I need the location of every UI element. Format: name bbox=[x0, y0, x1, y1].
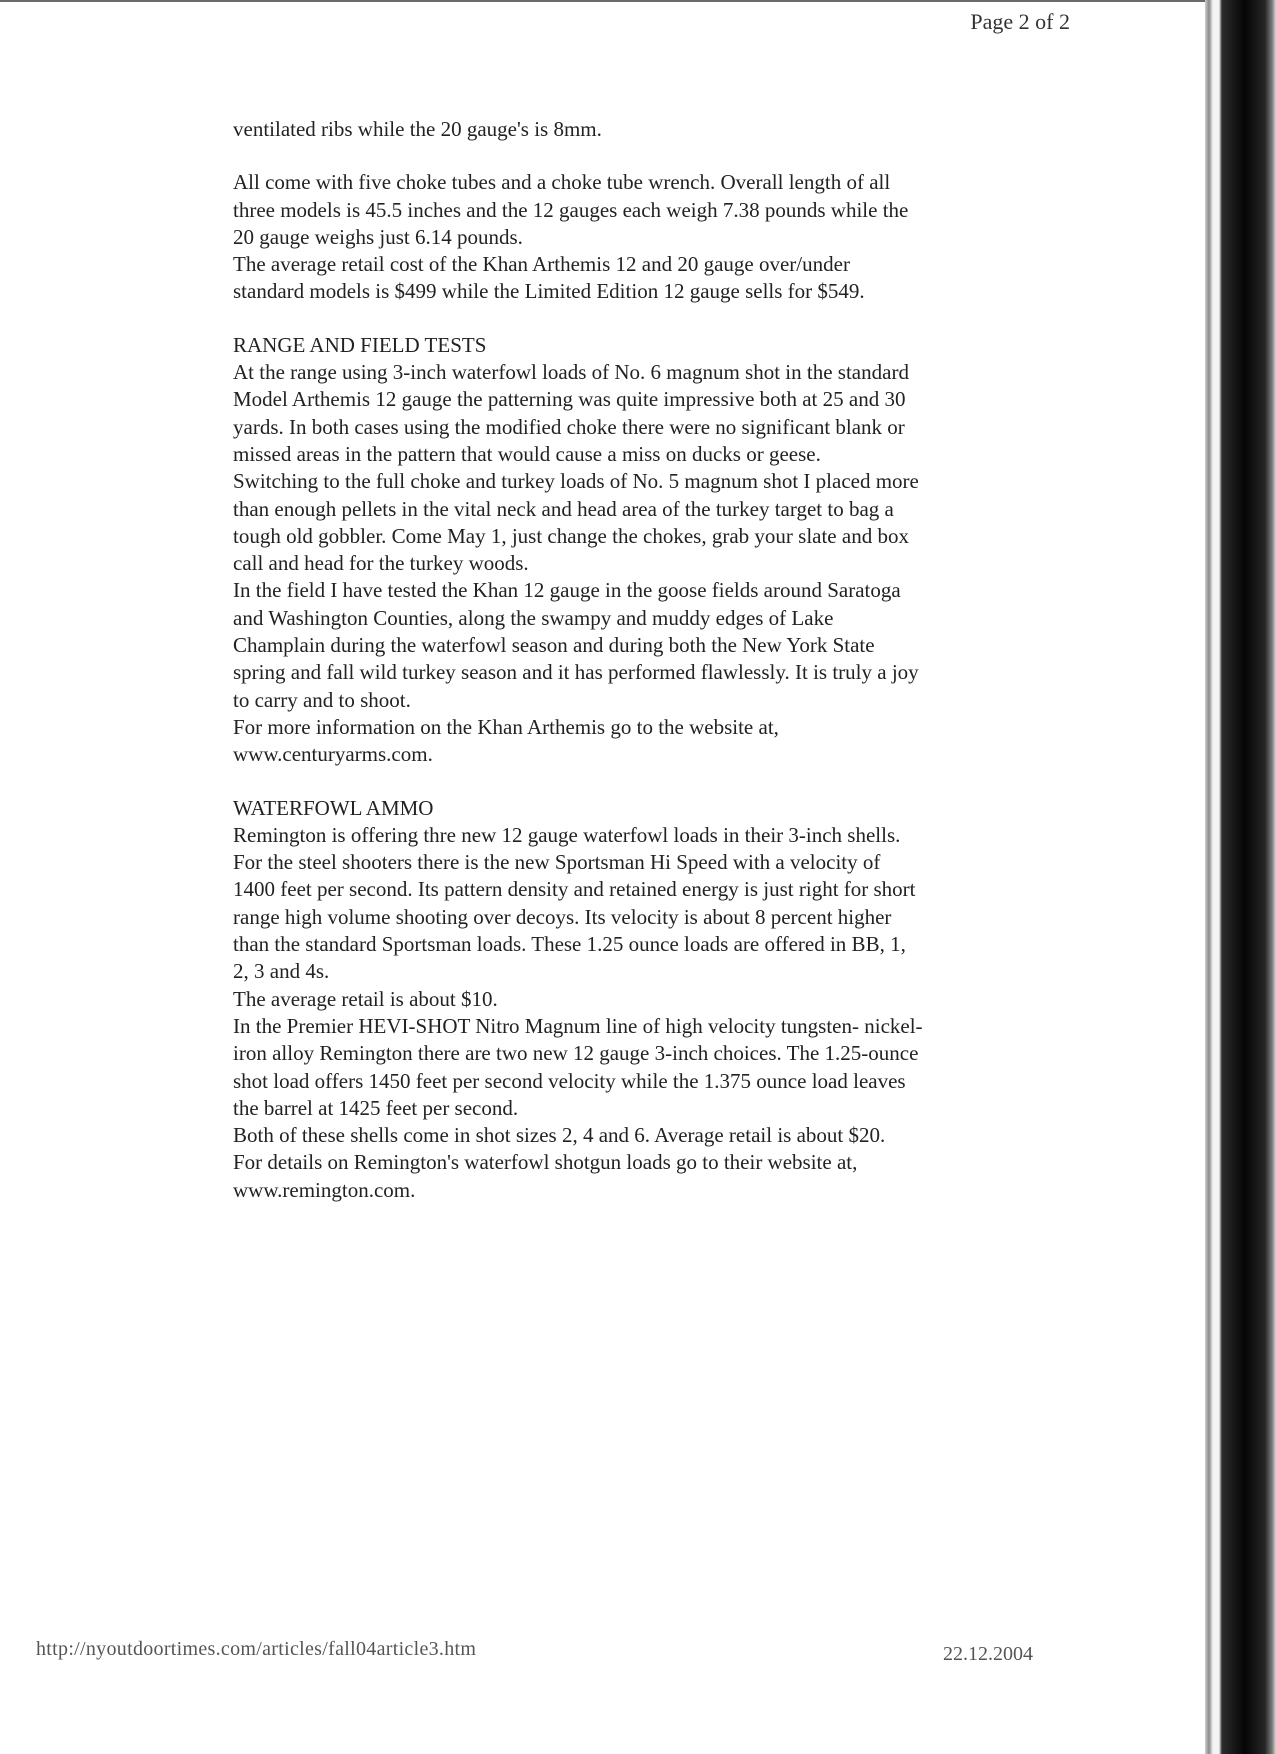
page-top-edge bbox=[0, 0, 1205, 2]
text-line: Remington is offering thre new 12 gauge waterfowl loads in their 3-inch shells. bbox=[233, 822, 901, 847]
text-line: At the range using 3-inch waterfowl loads of No. 6 magnum shot in the standard bbox=[233, 360, 909, 385]
text-line: spring and fall wild turkey season and it has performed flawlessly. It is truly a joy bbox=[233, 660, 919, 685]
scanner-binding-edge bbox=[1205, 0, 1276, 1754]
text-line: For the steel shooters there is the new Sportsman Hi Speed with a velocity of bbox=[233, 850, 881, 875]
text-line: tough old gobbler. Come May 1, just change the chokes, grab your slate and box bbox=[233, 523, 909, 548]
print-date: 22.12.2004 bbox=[943, 1643, 1033, 1665]
text-line: Model Arthemis 12 gauge the patterning was quite impressive both at 25 and 30 bbox=[233, 387, 906, 412]
text-line: ventilated ribs while the 20 gauge's is 8mm. bbox=[233, 117, 602, 141]
text-line: missed areas in the pattern that would cause a miss on ducks or geese. bbox=[233, 441, 821, 466]
paragraph-block bbox=[233, 169, 1063, 305]
text-line: three models is 45.5 inches and the 12 gauges each weigh 7.38 pounds while the bbox=[233, 197, 909, 222]
text-line: 1400 feet per second. Its pattern density and retained energy is just right for short bbox=[233, 877, 916, 902]
text-line: WATERFOWL AMMO bbox=[233, 795, 434, 820]
source-url: http://nyoutdoortimes.com/articles/fall04article3.htm bbox=[36, 1638, 477, 1660]
paragraph-gap bbox=[233, 306, 1063, 332]
text-line: The average retail is about $10. bbox=[233, 986, 498, 1011]
paragraph-block bbox=[233, 116, 1063, 143]
article-body bbox=[233, 116, 1063, 1204]
text-line: For details on Remington's waterfowl shotgun loads go to their website at, bbox=[233, 1150, 858, 1175]
text-line: iron alloy Remington there are two new 12 gauge 3-inch choices. The 1.25-ounce bbox=[233, 1041, 919, 1066]
text-line: range high volume shooting over decoys. Its velocity is about 8 percent higher bbox=[233, 904, 892, 929]
text-line: RANGE AND FIELD TESTS bbox=[233, 332, 487, 357]
paragraph-block bbox=[233, 332, 1063, 769]
text-line: The average retail cost of the Khan Arthemis 12 and 20 gauge over/under bbox=[233, 252, 850, 277]
text-line: standard models is $499 while the Limited Edition 12 gauge sells for $549. bbox=[233, 279, 865, 304]
text-line: www.remington.com. bbox=[233, 1177, 416, 1202]
text-line: www.centuryarms.com. bbox=[233, 742, 433, 767]
text-line: All come with five choke tubes and a choke tube wrench. Overall length of all bbox=[233, 170, 891, 195]
text-line: In the Premier HEVI-SHOT Nitro Magnum line of high velocity tungsten- nickel- bbox=[233, 1013, 923, 1038]
text-line: Both of these shells come in shot sizes 2, 4 and 6. Average retail is about $20. bbox=[233, 1123, 886, 1148]
text-line: In the field I have tested the Khan 12 gauge in the goose fields around Saratoga bbox=[233, 578, 901, 603]
text-line: than enough pellets in the vital neck and head area of the turkey target to bag a bbox=[233, 496, 894, 521]
text-line: Switching to the full choke and turkey loads of No. 5 magnum shot I placed more bbox=[233, 469, 919, 494]
text-line: call and head for the turkey woods. bbox=[233, 551, 529, 576]
text-line: to carry and to shoot. bbox=[233, 687, 411, 712]
paragraph-gap bbox=[233, 769, 1063, 795]
text-line: shot load offers 1450 feet per second velocity while the 1.375 ounce load leaves bbox=[233, 1068, 906, 1093]
text-line: yards. In both cases using the modified choke there were no significant blank or bbox=[233, 414, 905, 439]
text-line: than the standard Sportsman loads. These 1.25 ounce loads are offered in BB, 1, bbox=[233, 932, 906, 957]
text-line: the barrel at 1425 feet per second. bbox=[233, 1095, 519, 1120]
text-line: For more information on the Khan Arthemis go to the website at, bbox=[233, 714, 779, 739]
text-line: 2, 3 and 4s. bbox=[233, 959, 330, 984]
text-line: 20 gauge weighs just 6.14 pounds. bbox=[233, 224, 523, 249]
page-number: Page 2 of 2 bbox=[970, 9, 1070, 34]
text-line: and Washington Counties, along the swampy and muddy edges of Lake bbox=[233, 605, 834, 630]
paragraph-block bbox=[233, 795, 1063, 1204]
paragraph-gap bbox=[233, 143, 1063, 169]
text-line: Champlain during the waterfowl season and during both the New York State bbox=[233, 633, 875, 658]
